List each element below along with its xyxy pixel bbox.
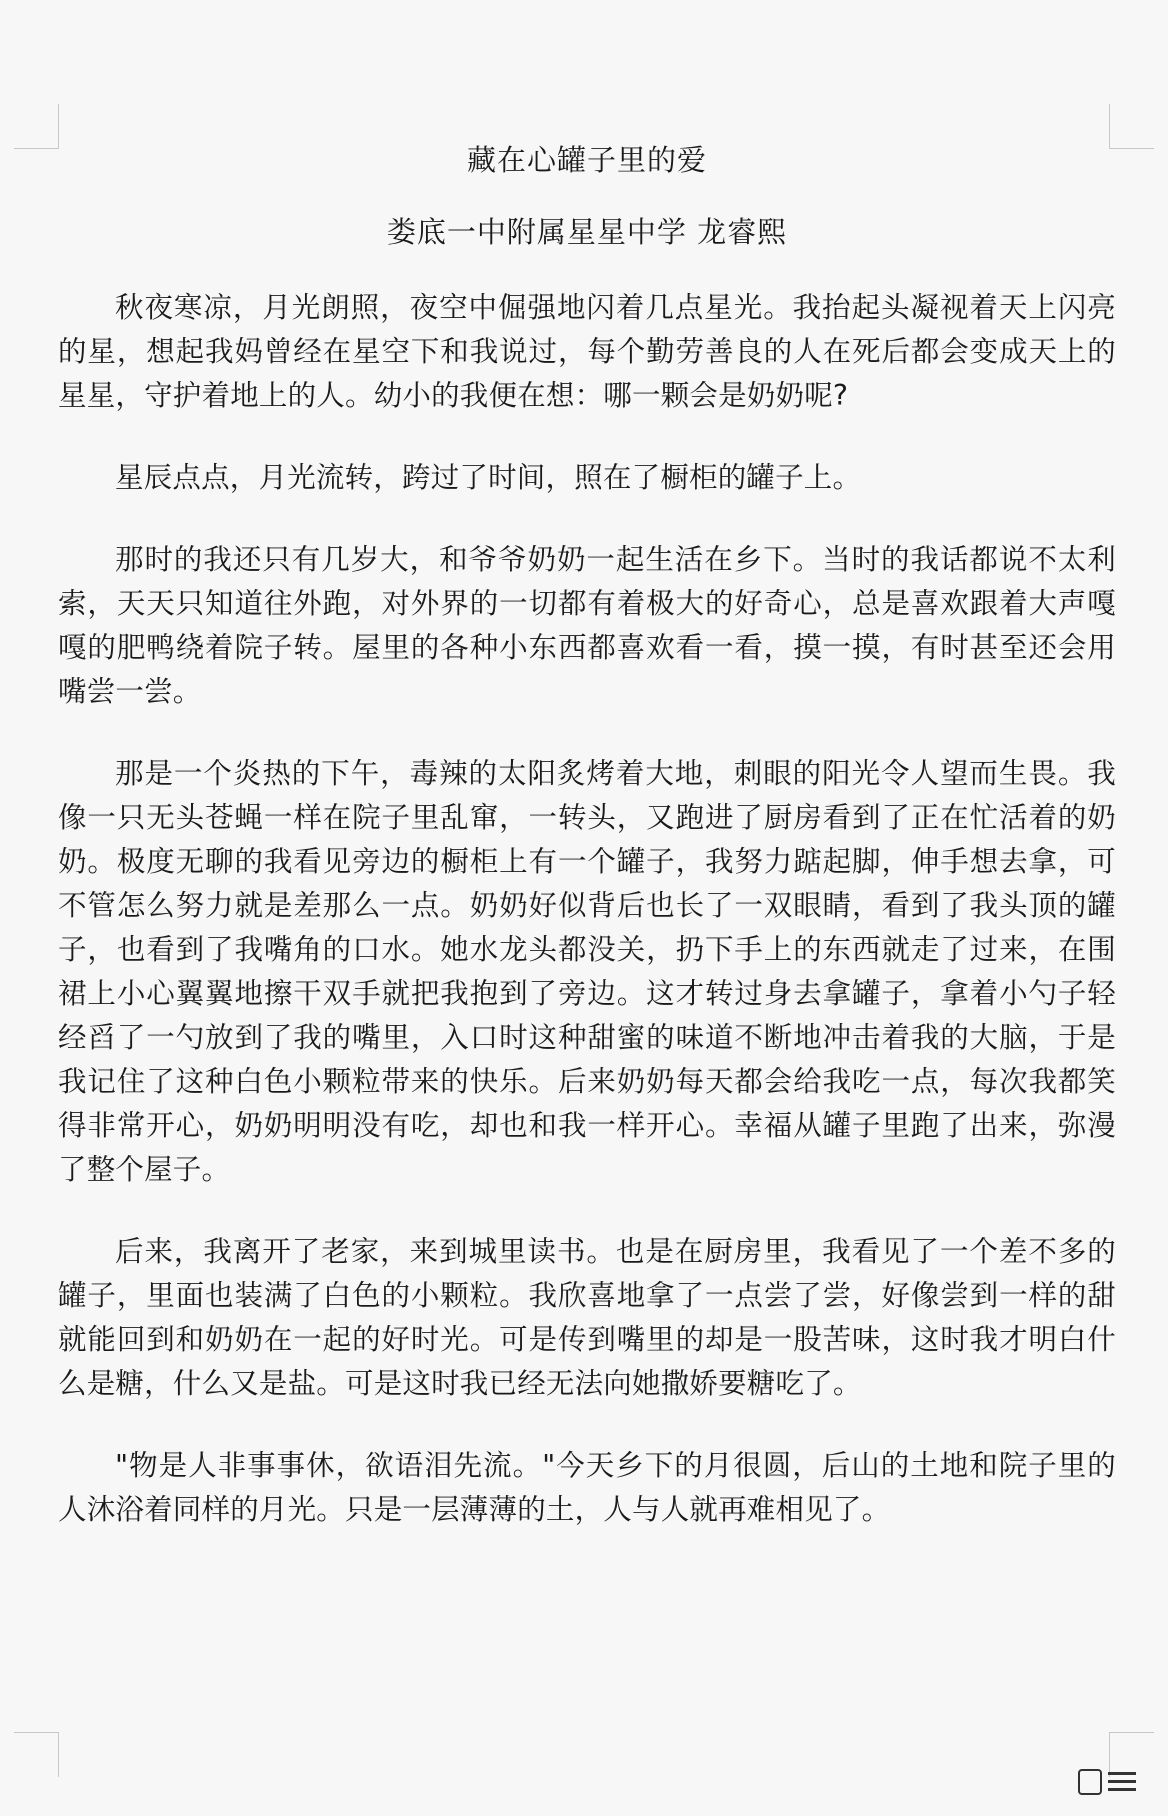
crop-mark-top-left	[14, 104, 59, 149]
paragraph-5: 后来，我离开了老家，来到城里读书。也是在厨房里，我看见了一个差不多的罐子，里面也装满了白色的小颗粒。我欣喜地拿了一点尝了尝，好像尝到一样的甜就能回到和奶奶在一起的好时光。可是传到嘴里的却是一股苦味，这时我才明白什么是糖，什么又是盐。可是这时我已经无法向她撒娇要糖吃了。	[58, 1235, 1116, 1400]
document-lines-icon[interactable]	[1078, 1768, 1138, 1796]
document-body	[58, 140, 1116, 1532]
essay-author: 娄底一中附属星星中学 龙睿熙	[386, 215, 788, 249]
paragraph-1: 秋夜寒凉，月光朗照，夜空中倔强地闪着几点星光。我抬起头凝视着天上闪亮的星，想起我妈曾经在星空下和我说过，每个勤劳善良的人在死后都会变成天上的星星，守护着地上的人。幼小的我便在想：哪一颗会是奶奶呢?	[58, 291, 1116, 412]
paragraph-6: "物是人非事事休，欲语泪先流。"今天乡下的月很圆，后山的土地和院子里的人沐浴着同样的月光。只是一层薄薄的土，人与人就再难相见了。	[58, 1449, 1116, 1526]
essay-title: 藏在心罐子里的爱	[466, 143, 707, 177]
crop-mark-bottom-left	[14, 1732, 59, 1777]
paragraph-4: 那是一个炎热的下午，毒辣的太阳炙烤着大地，刺眼的阳光令人望而生畏。我像一只无头苍蝇一样在院子里乱窜，一转头，又跑进了厨房看到了正在忙活着的奶奶。极度无聊的我看见旁边的橱柜上有一个罐子，我努力踮起脚，伸手想去拿，可不管怎么努力就是差那么一点。奶奶好似背后也长了一双眼睛，看到了我头顶的罐子，也看到了我嘴角的口水。她水龙头都没关，扔下手上的东西就走了过来，在围裙上小心翼翼地擦干双手就把我抱到了旁边。这才转过身去拿罐子，拿着小勺子轻经舀了一勺放到了我的嘴里，入口时这种甜蜜的味道不断地冲击着我的大脑，于是我记住了这种白色小颗粒带来的快乐。后来奶奶每天都会给我吃一点，每次我都笑得非常开心，奶奶明明没有吃，却也和我一样开心。幸福从罐子里跑了出来，弥漫了整个屋子。	[58, 757, 1116, 1186]
paragraph-2: 星辰点点，月光流转，跨过了时间，照在了橱柜的罐子上。	[115, 461, 862, 494]
paragraph-3: 那时的我还只有几岁大，和爷爷奶奶一起生活在乡下。当时的我话都说不太利索，天天只知道往外跑，对外界的一切都有着极大的好奇心，总是喜欢跟着大声嘎嘎的肥鸭绕着院子转。屋里的各种小东西都喜欢看一看，摸一摸，有时甚至还会用嘴尝一尝。	[58, 543, 1116, 708]
